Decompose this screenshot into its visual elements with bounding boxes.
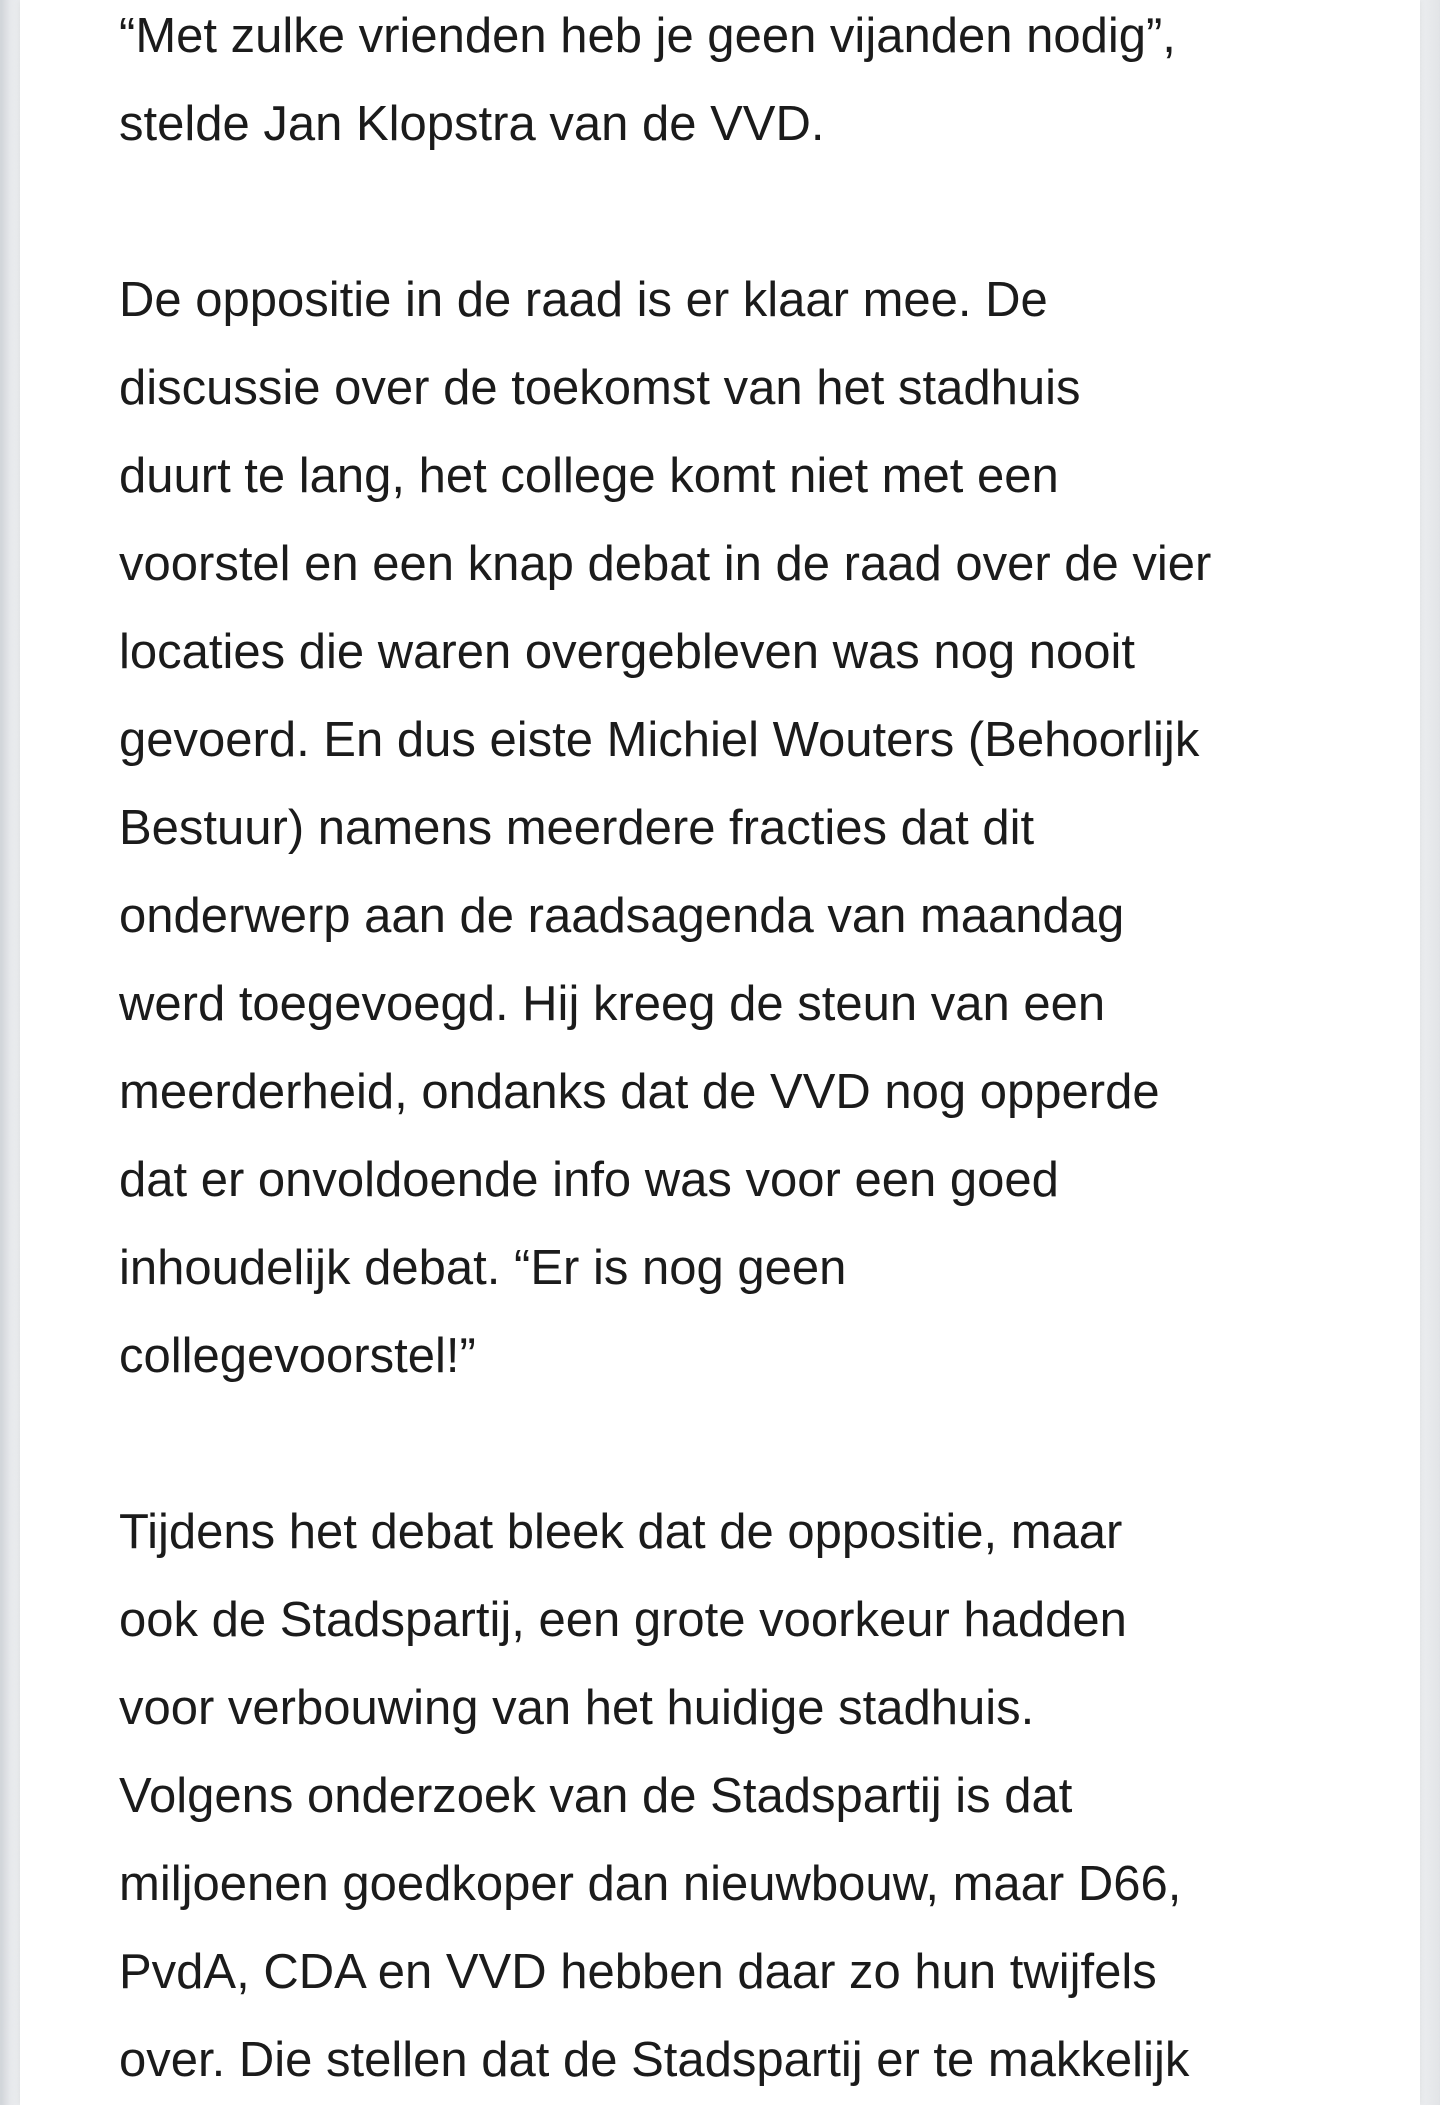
article-paragraph-2: De oppositie in de raad is er klaar mee. De discussie over de toekomst van het stadhuis duurt te lang, het college komt niet met een voorstel en een knap debat in de raad over de vier locaties die waren overgebleven was nog nooit gevoerd. En dus eiste Michiel Wouters (Behoorlijk Bestuur) namens meerdere fracties dat dit onderwerp aan de raadsagenda van maandag werd toegevoegd. Hij kreeg de steun van een meerderheid, ondanks dat de VVD nog opperde dat er onvoldoende info was voor een goed inhoudelijk debat. “Er is nog geen collegevoorstel!” bbox=[119, 273, 1212, 1383]
article-paragraph-1: “Met zulke vrienden heb je geen vijanden nodig”, stelde Jan Klopstra van de VVD. bbox=[119, 9, 1176, 151]
article-page bbox=[20, 0, 1420, 2105]
article-paragraph-3: Tijdens het debat bleek dat de oppositie, maar ook de Stadspartij, een grote voorkeur hadden voor verbouwing van het huidige stadhuis. Volgens onderzoek van de Stadspartij is dat miljoenen goedkoper dan nieuwbouw, maar D66, PvdA, CDA en VVD hebben daar zo hun twijfels over. Die stellen dat de Stadspartij er te makkelijk bbox=[119, 1505, 1190, 2087]
article-body bbox=[119, 0, 1369, 2105]
